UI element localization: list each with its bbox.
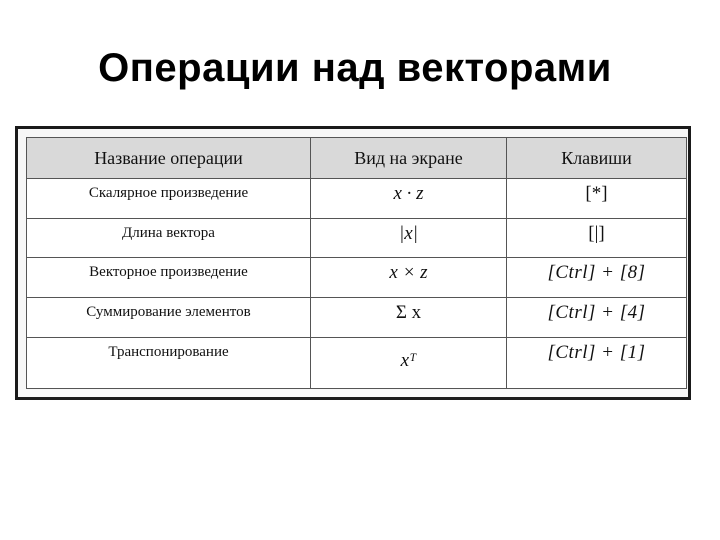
keys-cell: [Ctrl] + [4] (507, 297, 687, 337)
operation-name-cell: Векторное произведение (27, 258, 311, 298)
keys-cell: [Ctrl] + [1] (507, 337, 687, 388)
slide-title: Операции над векторами (98, 46, 612, 90)
operation-name-cell: Длина вектора (27, 218, 311, 258)
screen-view-cell: x × z (311, 258, 507, 298)
operations-table-frame (15, 126, 691, 400)
table-row (27, 258, 687, 298)
screen-view-cell: x · z (311, 179, 507, 219)
transpose-expression: xᵀ (400, 349, 417, 371)
operations-table (26, 137, 687, 389)
header-operation-name: Название операции (27, 138, 311, 179)
screen-view-cell: Σ x (311, 297, 507, 337)
table-row (27, 218, 687, 258)
operation-name-cell: Транспонирование (27, 337, 311, 388)
keys-cell: [|] (507, 218, 687, 258)
table-row (27, 337, 687, 388)
table-row (27, 297, 687, 337)
screen-view-cell (311, 337, 507, 388)
header-keys: Клавиши (507, 138, 687, 179)
header-screen-view: Вид на экране (311, 138, 507, 179)
operation-name-cell: Скалярное произведение (27, 179, 311, 219)
table-row (27, 179, 687, 219)
operation-name-cell: Суммирование элементов (27, 297, 311, 337)
keys-cell: [Ctrl] + [8] (507, 258, 687, 298)
screen-view-cell: |x| (311, 218, 507, 258)
keys-cell: [*] (507, 179, 687, 219)
table-header-row (27, 138, 687, 179)
